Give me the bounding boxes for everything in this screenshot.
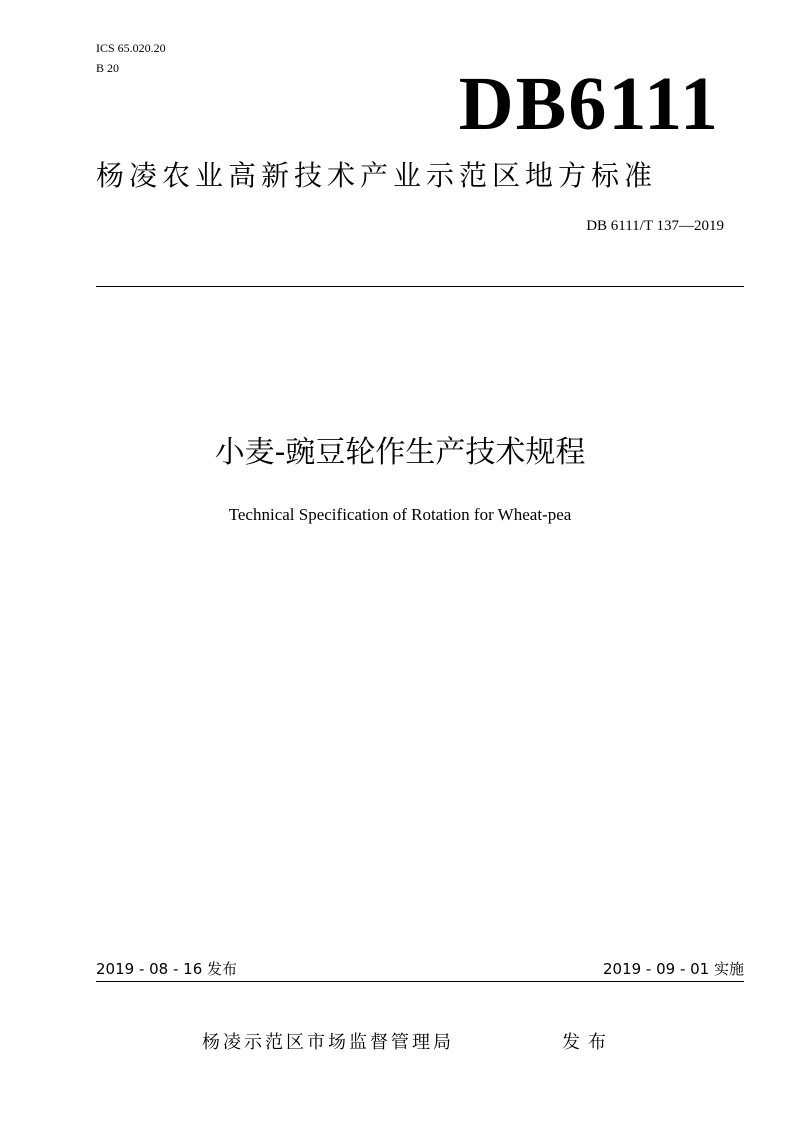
document-title-chinese: 小麦-豌豆轮作生产技术规程 — [214, 435, 586, 470]
ics-code: ICS 65.020.20 — [96, 41, 166, 55]
implementation-date: 2019 - 09 - 01 实施 — [602, 960, 744, 978]
bottom-divider — [96, 981, 744, 982]
ccs-code: B 20 — [96, 61, 120, 75]
top-divider — [96, 286, 744, 287]
issue-date: 2019 - 08 - 16 发布 — [96, 960, 238, 978]
document-title-english: Technical Specification of Rotation for Wheat-pea — [228, 505, 572, 524]
standard-logo: DB6111 — [458, 62, 720, 146]
publish-label: 发布 — [562, 1032, 614, 1053]
standard-number: DB 6111/T 137—2019 — [586, 218, 724, 234]
publisher-name: 杨凌示范区市场监督管理局 — [202, 1032, 454, 1053]
standard-type-title: 杨凌农业高新技术产业示范区地方标准 — [96, 159, 658, 192]
